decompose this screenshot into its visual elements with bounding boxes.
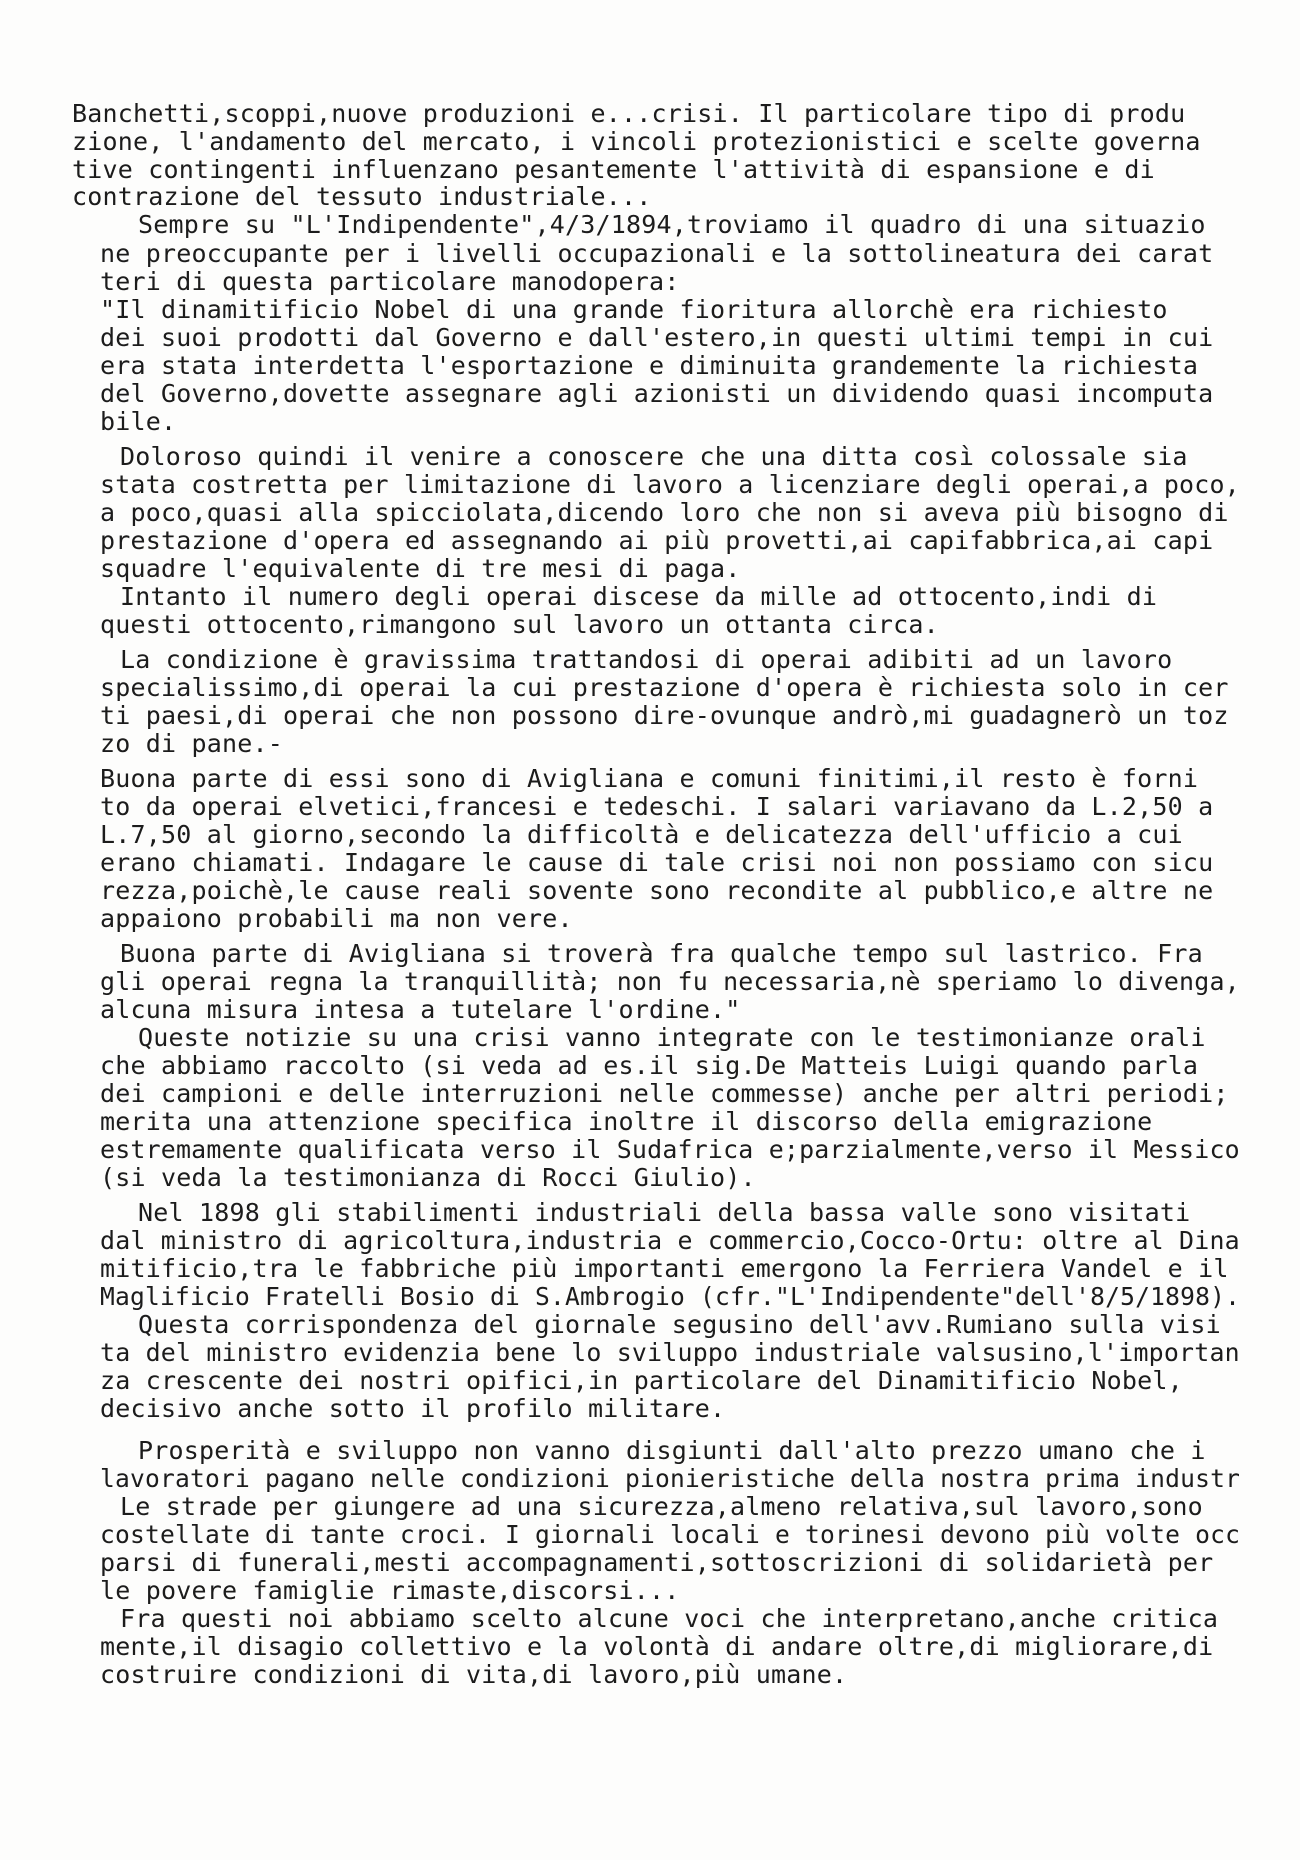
text-line: stata costretta per limitazione di lavoro a licenziare degli operai,a poco, — [100, 470, 1240, 499]
text-line: mente,il disagio collettivo e la volontà di andare oltre,di migliorare,di — [100, 1632, 1214, 1661]
text-line: lavoratori pagano nelle condizioni pionieristiche della nostra prima industr — [100, 1464, 1241, 1493]
text-line: prestazione d'opera ed assegnando ai più provetti,ai capifabbrica,ai capi — [100, 526, 1214, 555]
text-line: contrazione del tessuto industriale... — [72, 182, 652, 211]
text-line: zo di pane.- — [100, 729, 284, 758]
text-line: Le strade per giungere ad una sicurezza,almeno relativa,sul lavoro,sono — [120, 1492, 1203, 1521]
text-line: zione, l'andamento del mercato, i vincoli protezionistici e scelte governa — [72, 127, 1201, 156]
text-line: questi ottocento,rimangono sul lavoro un ottanta circa. — [100, 610, 939, 639]
text-line: squadre l'equivalente di tre mesi di paga. — [100, 554, 741, 583]
text-line: costruire condizioni di vita,di lavoro,più umane. — [100, 1660, 848, 1689]
text-line: mitificio,tra le fabbriche più importanti emergono la Ferriera Vandel e il — [100, 1254, 1229, 1283]
text-line: Maglificio Fratelli Bosio di S.Ambrogio (cfr."L'Indipendente"dell'8/5/1898). — [100, 1282, 1241, 1311]
text-line: La condizione è gravissima trattandosi di operai adibiti ad un lavoro — [120, 645, 1173, 674]
text-line: Buona parte di essi sono di Avigliana e comuni finitimi,il resto è forni — [100, 764, 1199, 793]
text-line: a poco,quasi alla spicciolata,dicendo loro che non si aveva più bisogno di — [100, 498, 1229, 527]
text-line: Prosperità e sviluppo non vanno disgiunti dall'alto prezzo umano che i — [138, 1436, 1206, 1465]
text-line: che abbiamo raccolto (si veda ad es.il sig.De Matteis Luigi quando parla — [100, 1051, 1199, 1080]
text-line: costellate di tante croci. I giornali locali e torinesi devono più volte occ — [100, 1520, 1241, 1549]
text-line: Nel 1898 gli stabilimenti industriali della bassa valle sono visitati — [138, 1198, 1191, 1227]
text-line: del Governo,dovette assegnare agli azionisti un dividendo quasi incomputa — [100, 379, 1214, 408]
text-line: tive contingenti influenzano pesantemente l'attività di espansione e di — [72, 155, 1155, 184]
text-line: dal ministro di agricoltura,industria e commercio,Cocco-Ortu: oltre al Dina — [100, 1226, 1240, 1255]
text-line: erano chiamati. Indagare le cause di tale crisi noi non possiamo con sicu — [100, 848, 1214, 877]
text-line: parsi di funerali,mesti accompagnamenti,sottoscrizioni di solidarietà per — [100, 1548, 1214, 1577]
text-line: to da operai elvetici,francesi e tedeschi. I salari variavano da L.2,50 a — [100, 792, 1214, 821]
text-line: Sempre su "L'Indipendente",4/3/1894,troviamo il quadro di una situazio — [138, 210, 1206, 239]
text-line: merita una attenzione specifica inoltre il discorso della emigrazione — [100, 1107, 1153, 1136]
text-line: teri di questa particolare manodopera: — [100, 267, 680, 296]
text-line: appaiono probabili ma non vere. — [100, 904, 573, 933]
text-line: Intanto il numero degli operai discese da mille ad ottocento,indi di — [120, 582, 1158, 611]
text-line: Queste notizie su una crisi vanno integrate con le testimonianze orali — [138, 1023, 1206, 1052]
text-line: za crescente dei nostri opifici,in particolare del Dinamitificio Nobel, — [100, 1366, 1183, 1395]
text-line: Doloroso quindi il venire a conoscere che una ditta così colossale sia — [120, 442, 1188, 471]
text-line: "Il dinamitificio Nobel di una grande fioritura allorchè era richiesto — [100, 295, 1168, 324]
text-line: Fra questi noi abbiamo scelto alcune voci che interpretano,anche critica — [120, 1604, 1219, 1633]
text-line: dei suoi prodotti dal Governo e dall'estero,in questi ultimi tempi in cui — [100, 323, 1214, 352]
text-line: Buona parte di Avigliana si troverà fra qualche tempo sul lastrico. Fra — [120, 939, 1203, 968]
text-line: dei campioni e delle interruzioni nelle commesse) anche per altri periodi; — [100, 1079, 1229, 1108]
text-line: specialissimo,di operai la cui prestazione d'opera è richiesta solo in cer — [100, 673, 1229, 702]
text-line: rezza,poichè,le cause reali sovente sono recondite al pubblico,e altre ne — [100, 876, 1214, 905]
text-line: decisivo anche sotto il profilo militare. — [100, 1394, 726, 1423]
text-line: le povere famiglie rimaste,discorsi... — [100, 1576, 680, 1605]
text-line: ta del ministro evidenzia bene lo sviluppo industriale valsusino,l'importan — [100, 1338, 1240, 1367]
text-line: (si veda la testimonianza di Rocci Giulio). — [100, 1163, 756, 1192]
text-line: ne preoccupante per i livelli occupazionali e la sottolineatura dei carat — [100, 239, 1214, 268]
text-line: Banchetti,scoppi,nuove produzioni e...crisi. Il particolare tipo di produ — [72, 99, 1186, 128]
text-line: gli operai regna la tranquillità; non fu necessaria,nè speriamo lo divenga, — [100, 967, 1240, 996]
text-line: bile. — [100, 407, 177, 436]
text-line: Questa corrispondenza del giornale segusino dell'avv.Rumiano sulla visi — [138, 1310, 1221, 1339]
text-line: ti paesi,di operai che non possono dire-ovunque andrò,mi guadagnerò un toz — [100, 701, 1229, 730]
text-line: era stata interdetta l'esportazione e diminuita grandemente la richiesta — [100, 351, 1199, 380]
text-line: alcuna misura intesa a tutelare l'ordine." — [100, 995, 741, 1024]
text-line: L.7,50 al giorno,secondo la difficoltà e delicatezza dell'ufficio a cui — [100, 820, 1183, 849]
text-line: estremamente qualificata verso il Sudafrica e;parzialmente,verso il Messico — [100, 1135, 1240, 1164]
